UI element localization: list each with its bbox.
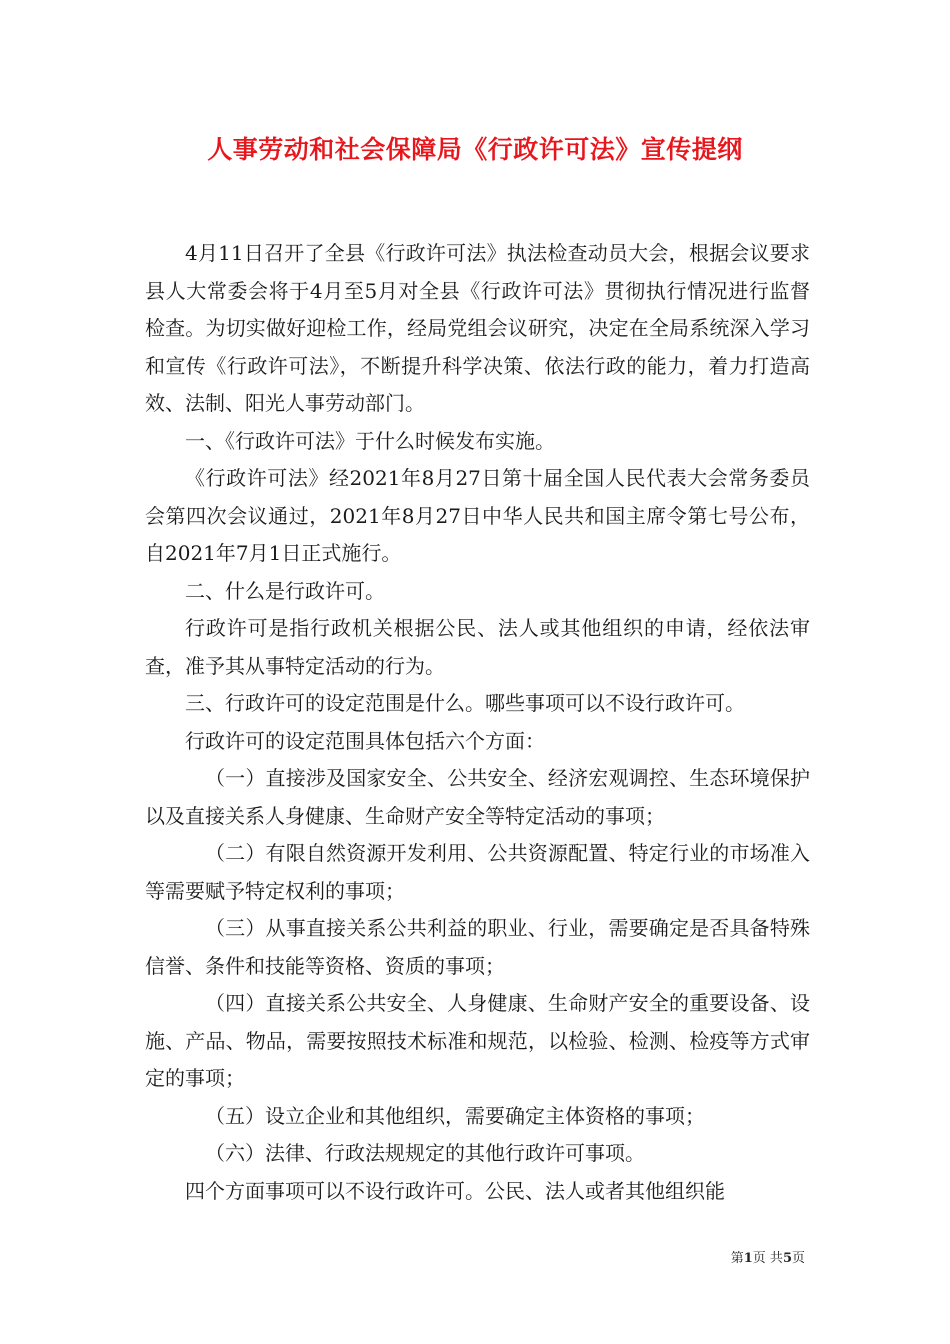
footer-prefix: 第 [730,1251,744,1266]
paragraph: 四个方面事项可以不设行政许可。公民、法人或者其他组织能 [185,1178,725,1203]
paragraph-intro: 4月11日召开了全县《行政许可法》执法检查动员大会，根据会议要求县人大常委会将于4月至5月对全县《行政许可法》贯彻执行情况进行监督检查。为切实做好迎检工作，经局党组会议研究，决定在全局系统深入学习和宣传《行政许可法》，不断提升科学决策、依法行政的能力，着力打造高效、法制、阳光人事劳动部门。 [145,241,810,415]
list-item: （五）设立企业和其他组织，需要确定主体资格的事项； [205,1103,705,1128]
list-item: （二）有限自然资源开发利用、公共资源配置、特定行业的市场准入等需要赋予特定权利的事项； [145,841,810,903]
footer-middle: 页 共 [752,1251,783,1266]
list-item: （三）从事直接关系公共利益的职业、行业，需要确定是否具备特殊信誉、条件和技能等资格、资质的事项； [145,916,810,978]
footer-suffix: 页 [791,1251,805,1266]
section-heading-2: 二、什么是行政许可。 [185,578,385,603]
document-title: 人事劳动和社会保障局《行政许可法》宣传提纲 [207,135,743,164]
list-item: （一）直接涉及国家安全、公共安全、经济宏观调控、生态环境保护以及直接关系人身健康、生命财产安全等特定活动的事项； [145,766,810,828]
list-item: （六）法律、行政法规规定的其他行政许可事项。 [205,1141,645,1165]
paragraph: 行政许可是指行政机关根据公民、法人或其他组织的申请，经依法审查，准予其从事特定活动的行为。 [145,616,810,678]
section-heading-3: 三、行政许可的设定范围是什么。哪些事项可以不设行政许可。 [185,691,745,715]
current-page-number: 1 [743,1251,753,1266]
paragraph: 《行政许可法》经2021年8月27日第十届全国人民代表大会常务委员会第四次会议通过，2021年8月27日中华人民共和国主席令第七号公布，自2021年7月1日正式施行。 [145,466,810,565]
list-item: （四）直接关系公共安全、人身健康、生命财产安全的重要设备、设施、产品、物品，需要按照技术标准和规范，以检验、检测、检疫等方式审定的事项； [145,991,810,1090]
document-body [145,235,810,1210]
total-pages-number: 5 [782,1251,792,1266]
paragraph: 行政许可的设定范围具体包括六个方面： [185,728,545,753]
section-heading-1: 一、《行政许可法》于什么时候发布实施。 [185,428,555,453]
page-number-footer [731,1250,805,1268]
